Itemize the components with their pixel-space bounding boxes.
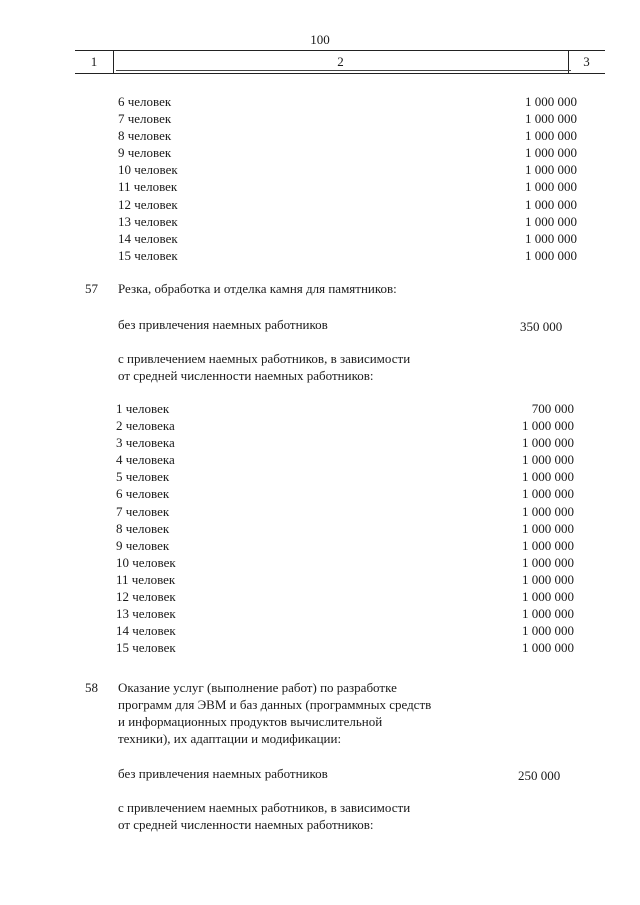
list-item-value: 1 000 000: [525, 111, 577, 127]
item-57-with-workers-line-1: с привлечением наемных работников, в зависимости: [118, 351, 411, 366]
item-57-with-workers-line-2: от средней численности наемных работников:: [118, 368, 374, 383]
list-item-label: 10 человек: [118, 162, 178, 178]
list-item: [0, 434, 640, 451]
list-item-value: 1 000 000: [525, 128, 577, 144]
list-item: [0, 144, 640, 161]
list-item: [0, 588, 640, 605]
item-58-without-workers-label: без привлечения наемных работников: [118, 766, 328, 781]
list-item-value: 1 000 000: [522, 503, 574, 519]
list-item-value: 1 000 000: [522, 571, 574, 587]
list-item: [0, 485, 640, 502]
list-item: [0, 639, 640, 656]
list-item-value: 1 000 000: [522, 640, 574, 656]
list-item-label: 4 человека: [116, 452, 175, 468]
list-item: [0, 213, 640, 230]
list-item: [0, 537, 640, 554]
list-item: [0, 622, 640, 639]
item-58-with-workers-line-1: с привлечением наемных работников, в зависимости: [118, 800, 411, 815]
list-item-value: 1 000 000: [522, 554, 574, 570]
list-item-label: 13 человек: [118, 213, 178, 229]
list-item-label: 13 человек: [116, 606, 176, 622]
item-57-title: Резка, обработка и отделка камня для памятников:: [118, 281, 397, 296]
list-item-value: 1 000 000: [522, 469, 574, 485]
list-item: [0, 468, 640, 485]
list-item-value: 1 000 000: [522, 623, 574, 639]
list-item: [0, 451, 640, 468]
list-item-label: 12 человек: [118, 196, 178, 212]
item-58-title-line-2: программ для ЭВМ и баз данных (программных средств: [118, 697, 432, 712]
column-header-1: 1: [75, 51, 114, 73]
list-item-value: 1 000 000: [522, 520, 574, 536]
item-58-title-line-3: и информационных продуктов вычислительной: [118, 714, 383, 729]
list-item-value: 1 000 000: [525, 162, 577, 178]
list-item: [0, 571, 640, 588]
item-58-number: 58: [85, 680, 98, 695]
list-item-label: 15 человек: [118, 247, 178, 263]
list-item-value: 1 000 000: [525, 247, 577, 263]
continued-list: [0, 93, 640, 264]
list-item: [0, 178, 640, 195]
list-item-value: 1 000 000: [525, 145, 577, 161]
list-item: [0, 110, 640, 127]
list-item-value: 1 000 000: [522, 418, 574, 434]
page-number: 100: [310, 32, 330, 47]
item-58-with-workers-line-2: от средней численности наемных работников:: [118, 817, 374, 832]
list-item-value: 1 000 000: [525, 94, 577, 109]
list-item: [0, 554, 640, 571]
list-item-value: 1 000 000: [525, 213, 577, 229]
column-header-2: 2: [113, 51, 569, 73]
list-item: [0, 400, 640, 417]
list-item-value: 700 000: [531, 401, 574, 416]
list-item-value: 1 000 000: [522, 452, 574, 468]
list-item-label: 11 человек: [116, 571, 176, 587]
list-item: [0, 93, 640, 110]
item-58-without-workers-value: 250 000: [518, 768, 561, 783]
list-item: [0, 127, 640, 144]
header-underline: [116, 70, 571, 71]
list-item-label: 7 человек: [118, 111, 172, 127]
list-item-label: 6 человек: [116, 486, 170, 502]
item-57-number: 57: [85, 281, 98, 296]
item-57-without-workers-value: 350 000: [520, 319, 563, 334]
list-item-value: 1 000 000: [522, 435, 574, 451]
list-item-label: 15 человек: [116, 640, 176, 656]
list-item-label: 11 человек: [118, 179, 178, 195]
list-item: [0, 230, 640, 247]
list-item-value: 1 000 000: [525, 179, 577, 195]
list-item-label: 14 человек: [116, 623, 176, 639]
list-item-value: 1 000 000: [522, 589, 574, 605]
list-item-label: 6 человек: [118, 94, 172, 109]
list-item-label: 7 человек: [116, 503, 170, 519]
list-item-value: 1 000 000: [522, 606, 574, 622]
item-57-list: [0, 400, 640, 656]
list-item-value: 1 000 000: [525, 196, 577, 212]
list-item-label: 2 человека: [116, 418, 175, 434]
list-item-label: 10 человек: [116, 554, 176, 570]
list-item-label: 9 человек: [118, 145, 172, 161]
list-item: [0, 196, 640, 213]
list-item-label: 12 человек: [116, 589, 176, 605]
list-item-label: 14 человек: [118, 230, 178, 246]
list-item: [0, 503, 640, 520]
list-item-value: 1 000 000: [525, 230, 577, 246]
list-item-value: 1 000 000: [522, 486, 574, 502]
list-item-label: 5 человек: [116, 469, 170, 485]
list-item-value: 1 000 000: [522, 537, 574, 553]
list-item-label: 8 человек: [116, 520, 170, 536]
item-58-title-line-4: техники), их адаптации и модификации:: [118, 731, 342, 746]
item-58-title-line-1: Оказание услуг (выполнение работ) по разработке: [118, 680, 397, 695]
list-item-label: 9 человек: [116, 537, 170, 553]
column-header-row: [75, 50, 605, 74]
list-item-label: 1 человек: [116, 401, 170, 416]
list-item: [0, 520, 640, 537]
list-item-label: 8 человек: [118, 128, 172, 144]
list-item: [0, 605, 640, 622]
list-item: [0, 161, 640, 178]
list-item: [0, 417, 640, 434]
item-57-without-workers-label: без привлечения наемных работников: [118, 317, 328, 332]
list-item-label: 3 человека: [116, 435, 175, 451]
column-header-3: 3: [583, 54, 590, 69]
list-item: [0, 247, 640, 264]
